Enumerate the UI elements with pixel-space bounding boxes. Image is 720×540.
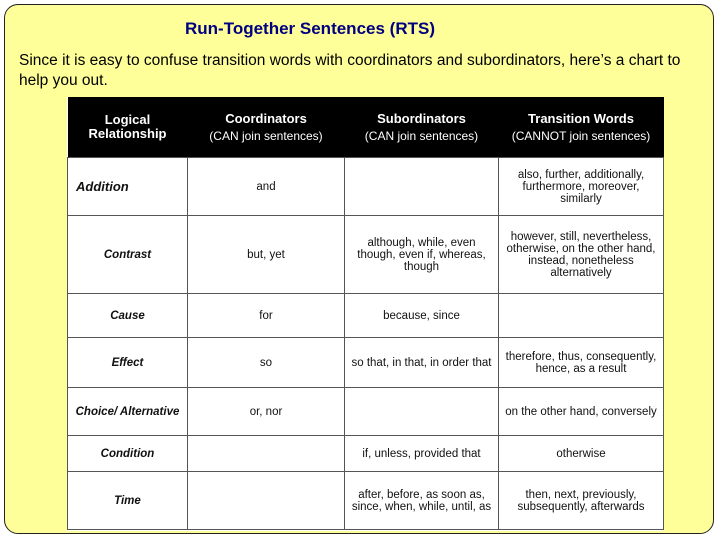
header-transition-words: Transition Words (CANNOT join sentences) xyxy=(499,97,664,158)
subordinators-cell: although, while, even though, even if, whereas, though xyxy=(345,216,499,294)
relationship-cell: Condition xyxy=(68,436,188,472)
slide-title: Run-Together Sentences (RTS) xyxy=(185,19,435,38)
coordinators-cell: or, nor xyxy=(188,388,345,436)
coordinators-cell: and xyxy=(188,158,345,216)
transitions-cell: also, further, additionally, furthermore, moreover, similarly xyxy=(499,158,664,216)
header-row xyxy=(68,97,664,158)
relationship-cell: Effect xyxy=(68,338,188,388)
relationship-cell: Addition xyxy=(68,158,188,216)
table-row xyxy=(68,472,664,530)
subordinators-cell: if, unless, provided that xyxy=(345,436,499,472)
comparison-chart xyxy=(67,97,663,531)
relationship-cell: Choice/ Alternative xyxy=(68,388,188,436)
table-row xyxy=(68,388,664,436)
table-row xyxy=(68,158,664,216)
subordinators-cell xyxy=(345,158,499,216)
subordinators-cell xyxy=(345,388,499,436)
transitions-cell: on the other hand, conversely xyxy=(499,388,664,436)
transitions-cell: however, still, nevertheless, otherwise, on the other hand, instead, nonetheless alternatively xyxy=(499,216,664,294)
subordinators-cell: so that, in that, in order that xyxy=(345,338,499,388)
coordinators-cell: so xyxy=(188,338,345,388)
coordinators-cell xyxy=(188,436,345,472)
coordinators-cell xyxy=(188,472,345,530)
header-subordinators: Subordinators (CAN join sentences) xyxy=(345,97,499,158)
coordinators-cell: for xyxy=(188,294,345,338)
subordinators-cell: because, since xyxy=(345,294,499,338)
table-row xyxy=(68,338,664,388)
transitions-cell xyxy=(499,294,664,338)
subordinators-cell: after, before, as soon as, since, when, while, until, as xyxy=(345,472,499,530)
transitions-cell: then, next, previously, subsequently, afterwards xyxy=(499,472,664,530)
relationship-cell: Contrast xyxy=(68,216,188,294)
connectors-table xyxy=(67,97,664,530)
table-row xyxy=(68,294,664,338)
slide xyxy=(4,4,714,534)
table-row xyxy=(68,216,664,294)
coordinators-cell: but, yet xyxy=(188,216,345,294)
relationship-cell: Time xyxy=(68,472,188,530)
transitions-cell: otherwise xyxy=(499,436,664,472)
relationship-cell: Cause xyxy=(68,294,188,338)
transitions-cell: therefore, thus, consequently, hence, as a result xyxy=(499,338,664,388)
header-logical-relationship: Logical Relationship xyxy=(68,97,188,158)
header-coordinators: Coordinators (CAN join sentences) xyxy=(188,97,345,158)
table-row xyxy=(68,436,664,472)
intro-text: Since it is easy to confuse transition words with coordinators and subordinators, here’s a chart to help you out. xyxy=(19,52,681,89)
